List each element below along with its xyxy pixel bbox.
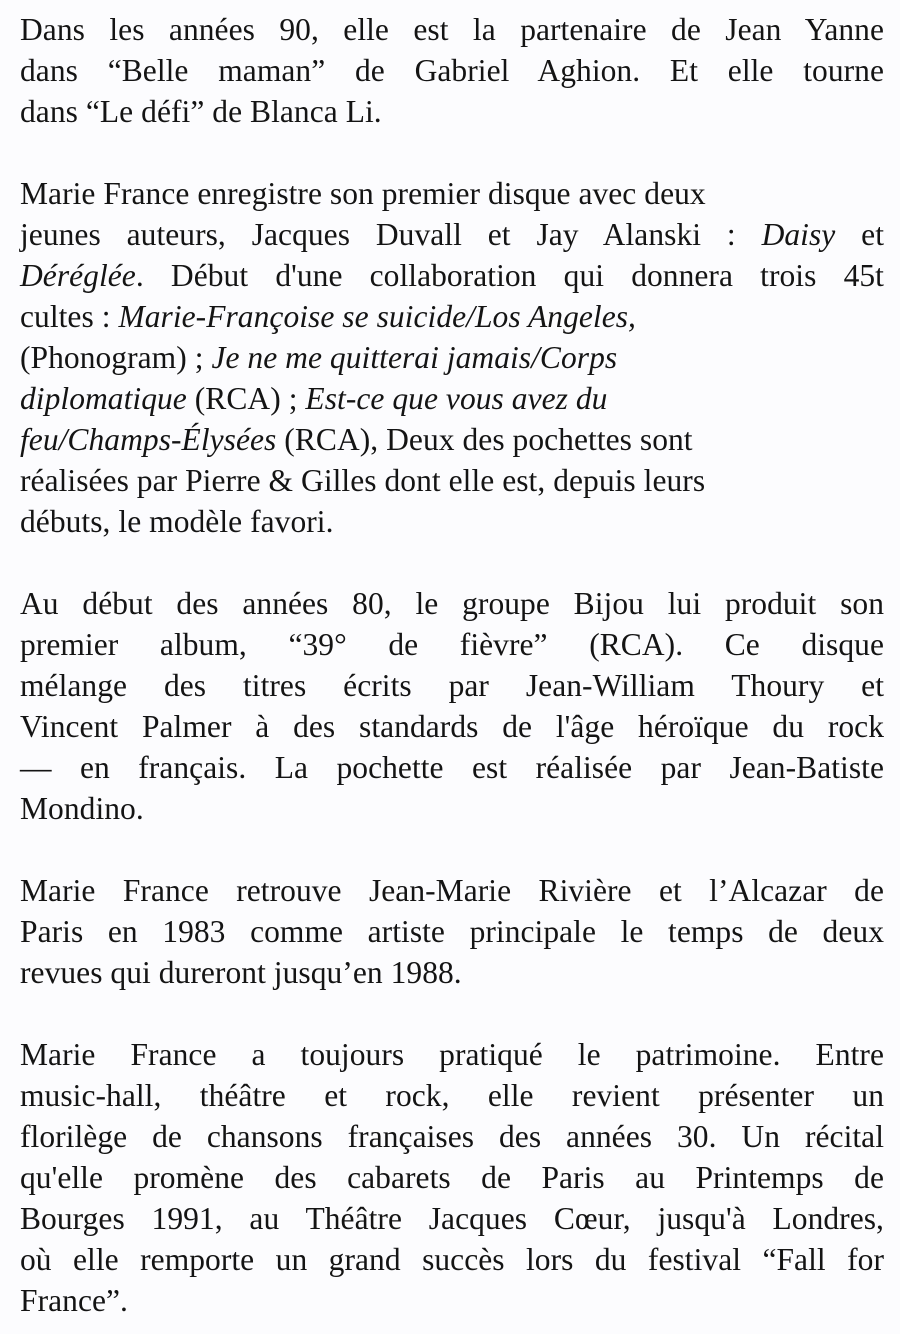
- body-text: Vincent Palmer à des standards de l'âge héroïque du rock: [20, 709, 884, 744]
- body-text: (Phonogram) ;: [20, 340, 212, 375]
- text-line: [20, 870, 884, 911]
- body-text: Marie France a toujours pratiqué le patrimoine. Entre: [20, 1037, 884, 1072]
- body-text: France”.: [20, 1283, 128, 1318]
- body-text: débuts, le modèle favori.: [20, 504, 334, 539]
- italic-title-text: Marie-Françoise se suicide/Los Angeles,: [118, 299, 636, 334]
- text-line: [20, 9, 884, 50]
- italic-title-text: feu/Champs-Élysées: [20, 422, 277, 457]
- text-line: [20, 706, 884, 747]
- paragraph-5: [20, 1034, 884, 1321]
- text-line: [20, 378, 884, 419]
- text-line: [20, 337, 884, 378]
- text-line: [20, 665, 884, 706]
- body-text: dans “Belle maman” de Gabriel Aghion. Et elle tourne: [20, 53, 884, 88]
- text-line: [20, 952, 884, 993]
- body-text: jeunes auteurs, Jacques Duvall et Jay Alanski :: [20, 217, 762, 252]
- body-text: Marie France retrouve Jean-Marie Rivière et l’Alcazar de: [20, 873, 884, 908]
- body-text: Mondino.: [20, 791, 144, 826]
- text-line: [20, 173, 884, 214]
- body-text: revues qui dureront jusqu’en 1988.: [20, 955, 462, 990]
- body-text: réalisées par Pierre & Gilles dont elle est, depuis leurs: [20, 463, 706, 498]
- text-line: [20, 1157, 884, 1198]
- italic-title-text: Déréglée: [20, 258, 136, 293]
- body-text: music-hall, théâtre et rock, elle revient présenter un: [20, 1078, 884, 1113]
- paragraph-3: [20, 583, 884, 829]
- text-line: [20, 296, 884, 337]
- text-line: [20, 1034, 884, 1075]
- paragraph-1: [20, 9, 884, 132]
- body-text: et: [835, 217, 884, 252]
- body-text: Paris en 1983 comme artiste principale le temps de deux: [20, 914, 884, 949]
- text-line: [20, 1280, 884, 1321]
- body-text: Marie France enregistre son premier disque avec deux: [20, 176, 706, 211]
- document-body: [20, 9, 884, 1321]
- body-text: (RCA) ;: [186, 381, 306, 416]
- body-text: qu'elle promène des cabarets de Paris au Printemps de: [20, 1160, 884, 1195]
- body-text: (RCA), Deux des pochettes sont: [276, 422, 693, 457]
- text-line: [20, 50, 884, 91]
- body-text: Dans les années 90, elle est la partenaire de Jean Yanne: [20, 12, 884, 47]
- body-text: mélange des titres écrits par Jean-William Thoury et: [20, 668, 884, 703]
- text-line: [20, 1198, 884, 1239]
- text-line: [20, 255, 884, 296]
- body-text: — en français. La pochette est réalisée par Jean-Batiste: [20, 750, 884, 785]
- paragraph-2: [20, 173, 884, 542]
- text-line: [20, 624, 884, 665]
- text-line: [20, 214, 884, 255]
- text-line: [20, 788, 884, 829]
- body-text: . Début d'une collaboration qui donnera trois 45t: [135, 258, 884, 293]
- body-text: premier album, “39° de fièvre” (RCA). Ce disque: [20, 627, 884, 662]
- text-line: [20, 1075, 884, 1116]
- text-line: [20, 91, 884, 132]
- body-text: où elle remporte un grand succès lors du festival “Fall for: [20, 1242, 884, 1277]
- text-line: [20, 460, 884, 501]
- body-text: dans “Le défi” de Blanca Li.: [20, 94, 382, 129]
- paragraph-4: [20, 870, 884, 993]
- text-line: [20, 747, 884, 788]
- text-line: [20, 583, 884, 624]
- text-line: [20, 501, 884, 542]
- body-text: cultes :: [20, 299, 119, 334]
- body-text: florilège de chansons françaises des années 30. Un récital: [20, 1119, 884, 1154]
- text-line: [20, 419, 884, 460]
- text-line: [20, 1239, 884, 1280]
- text-line: [20, 911, 884, 952]
- italic-title-text: Je ne me quitterai jamais/Corps: [211, 340, 618, 375]
- text-line: [20, 1116, 884, 1157]
- italic-title-text: diplomatique: [20, 381, 187, 416]
- italic-title-text: Daisy: [761, 217, 836, 252]
- italic-title-text: Est-ce que vous avez du: [305, 381, 608, 416]
- body-text: Au début des années 80, le groupe Bijou lui produit son: [20, 586, 884, 621]
- body-text: Bourges 1991, au Théâtre Jacques Cœur, jusqu'à Londres,: [20, 1201, 884, 1236]
